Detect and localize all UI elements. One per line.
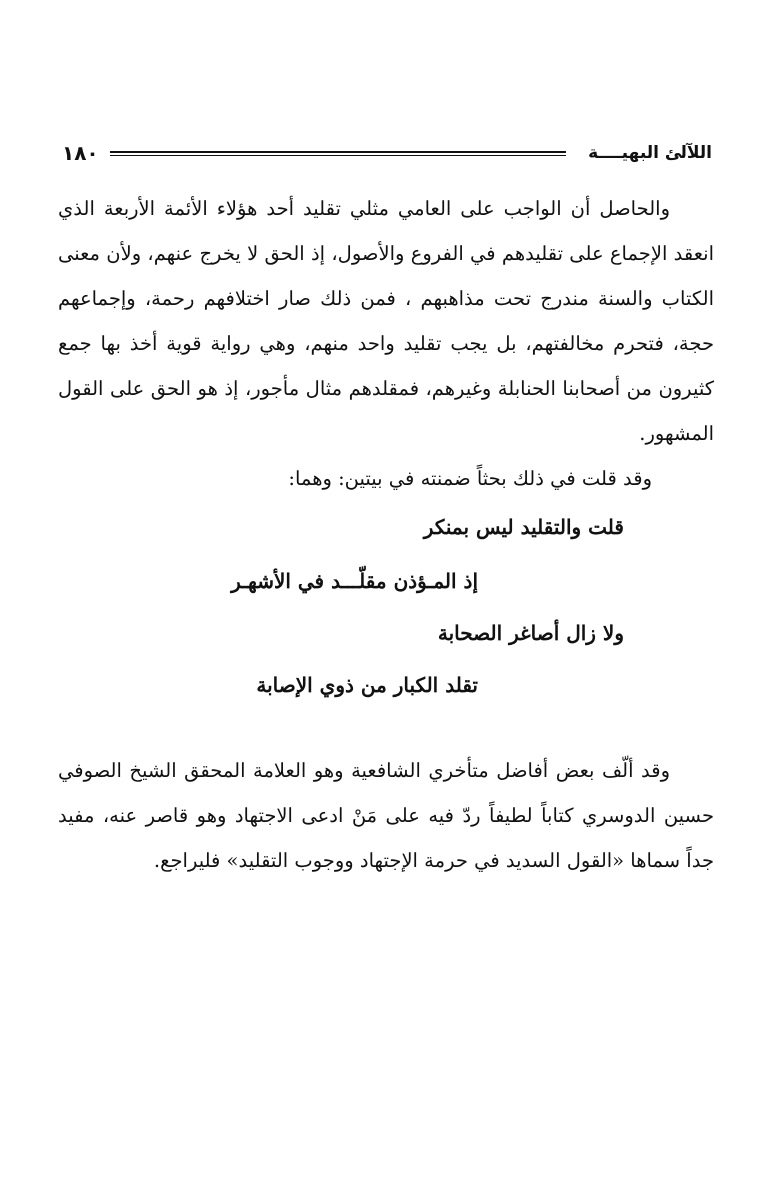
paragraph-1 — [58, 186, 714, 456]
verse-line-3: ولا زال أصاغر الصحابة — [437, 621, 624, 645]
verse-intro: وقد قلت في ذلك بحثاً ضمنته في بيتين: وهما: — [288, 467, 652, 490]
verse-line-4: تقلد الكبار من ذوي الإصابة — [256, 673, 478, 697]
paragraph-1-text: والحاصل أن الواجب على العامي مثلي تقليد أحد هؤلاء الأئمة الأربعة الذي انعقد الإجماع على تقليدهم في الفروع والأصول، إذ الحق لا يخرج عنهم، ولأن معنى الكتاب والسنة مندرج تحت مذاهبهم ، فمن ذلك صار اختلافهم رحمة، وإجماعهم حجة، فتحرم مخالفتهم، بل يجب تقليد واحد منهم، وهي رواية قوية أخذ بها جمع كثيرون من أصحابنا الحنابلة وغيرهم، فمقلدهم مثال مأجور، إذ هو الحق على القول المشهور. — [58, 197, 714, 445]
paragraph-2 — [58, 748, 714, 883]
page-header — [58, 138, 712, 168]
verse-line-1: قلت والتقليد ليس بمنكر — [423, 515, 624, 539]
header-rule — [110, 151, 566, 156]
page-number: ١٨٠ — [62, 141, 99, 165]
paragraph-2-text: وقد ألّف بعض أفاضل متأخري الشافعية وهو العلامة المحقق الشيخ الصوفي حسين الدوسري كتاباً لطيفاً ردّ فيه على مَنْ ادعى الاجتهاد وهو قاصر عنه، مفيد جداً سماها «القول السديد في حرمة الإجتهاد ووجوب التقليد» فليراجع. — [58, 759, 714, 872]
verse-line-2: إذ المـؤذن مقلّـــد في الأشهـر — [231, 569, 478, 593]
running-title: اللآلئ البهيــــة — [588, 143, 712, 163]
